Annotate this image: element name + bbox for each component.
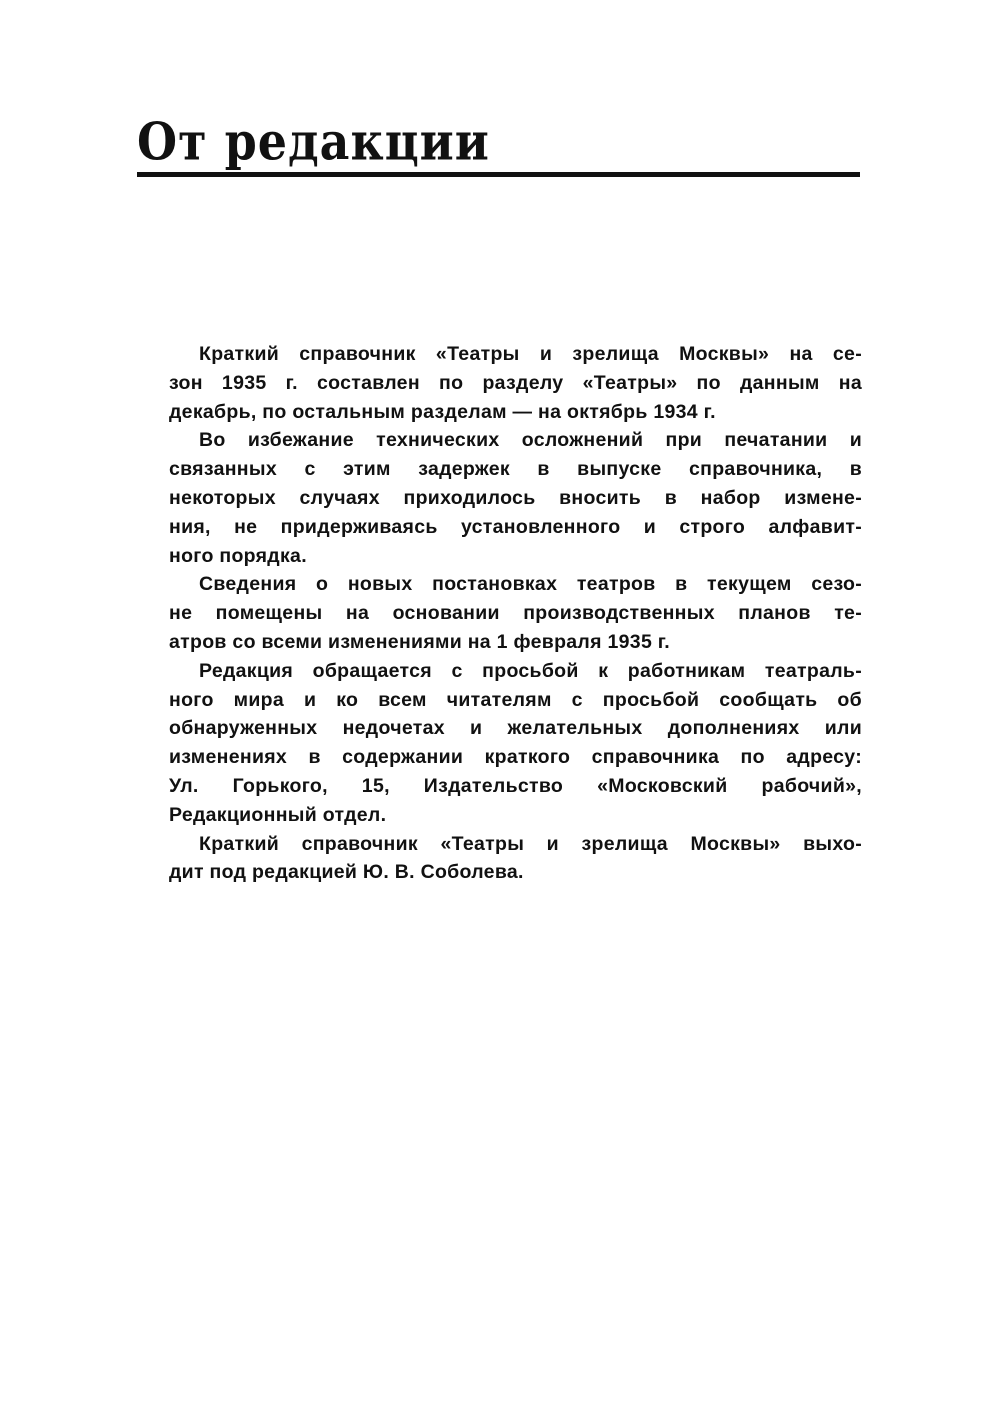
text-line: дит под редакцией Ю. В. Соболева. (169, 861, 524, 884)
text-line: Редакция обращается с просьбой к работникам театраль- (199, 659, 862, 682)
paragraph-feedback-request (139, 657, 862, 830)
editorial-body (139, 340, 862, 887)
text-line: Краткий справочник «Театры и зрелища Москвы» выхо- (199, 832, 862, 855)
text-line: Сведения о новых постановках театров в текущем сезо- (199, 573, 862, 596)
text-line: не помещены на основании производственных планов те- (169, 602, 862, 625)
text-line: ного порядка. (169, 544, 307, 567)
text-line: атров со всеми изменениями на 1 февраля 1935 г. (169, 630, 670, 653)
paragraph-edition-info (139, 340, 862, 426)
paragraph-ordering-note (139, 426, 862, 570)
page-title: От редакции (137, 111, 490, 172)
text-line: ния, не придерживаясь установленного и строго алфавит- (169, 515, 862, 538)
text-line: ного мира и ко всем читателям с просьбой сообщать об (169, 688, 862, 711)
paragraph-editor-credit (139, 830, 862, 888)
text-line: Во избежание технических осложнений при печатании и (199, 429, 862, 452)
title-rule (137, 172, 860, 177)
paragraph-productions-note (139, 570, 862, 656)
text-line: связанных с этим задержек в выпуске справочника, в (169, 458, 862, 481)
text-line: зон 1935 г. составлен по разделу «Театры» по данным на (169, 371, 862, 394)
text-line: Ул. Горького, 15, Издательство «Московский рабочий», (169, 774, 862, 797)
text-line: Редакционный отдел. (169, 803, 387, 826)
text-line: Краткий справочник «Театры и зрелища Москвы» на се- (199, 343, 862, 365)
text-line: декабрь, по остальным разделам — на октябрь 1934 г. (169, 400, 716, 423)
text-line: изменениях в содержании краткого справочника по адресу: (169, 746, 862, 769)
text-line: некоторых случаях приходилось вносить в набор измене- (169, 486, 862, 509)
text-line: обнаруженных недочетах и желательных дополнениях или (169, 717, 862, 740)
